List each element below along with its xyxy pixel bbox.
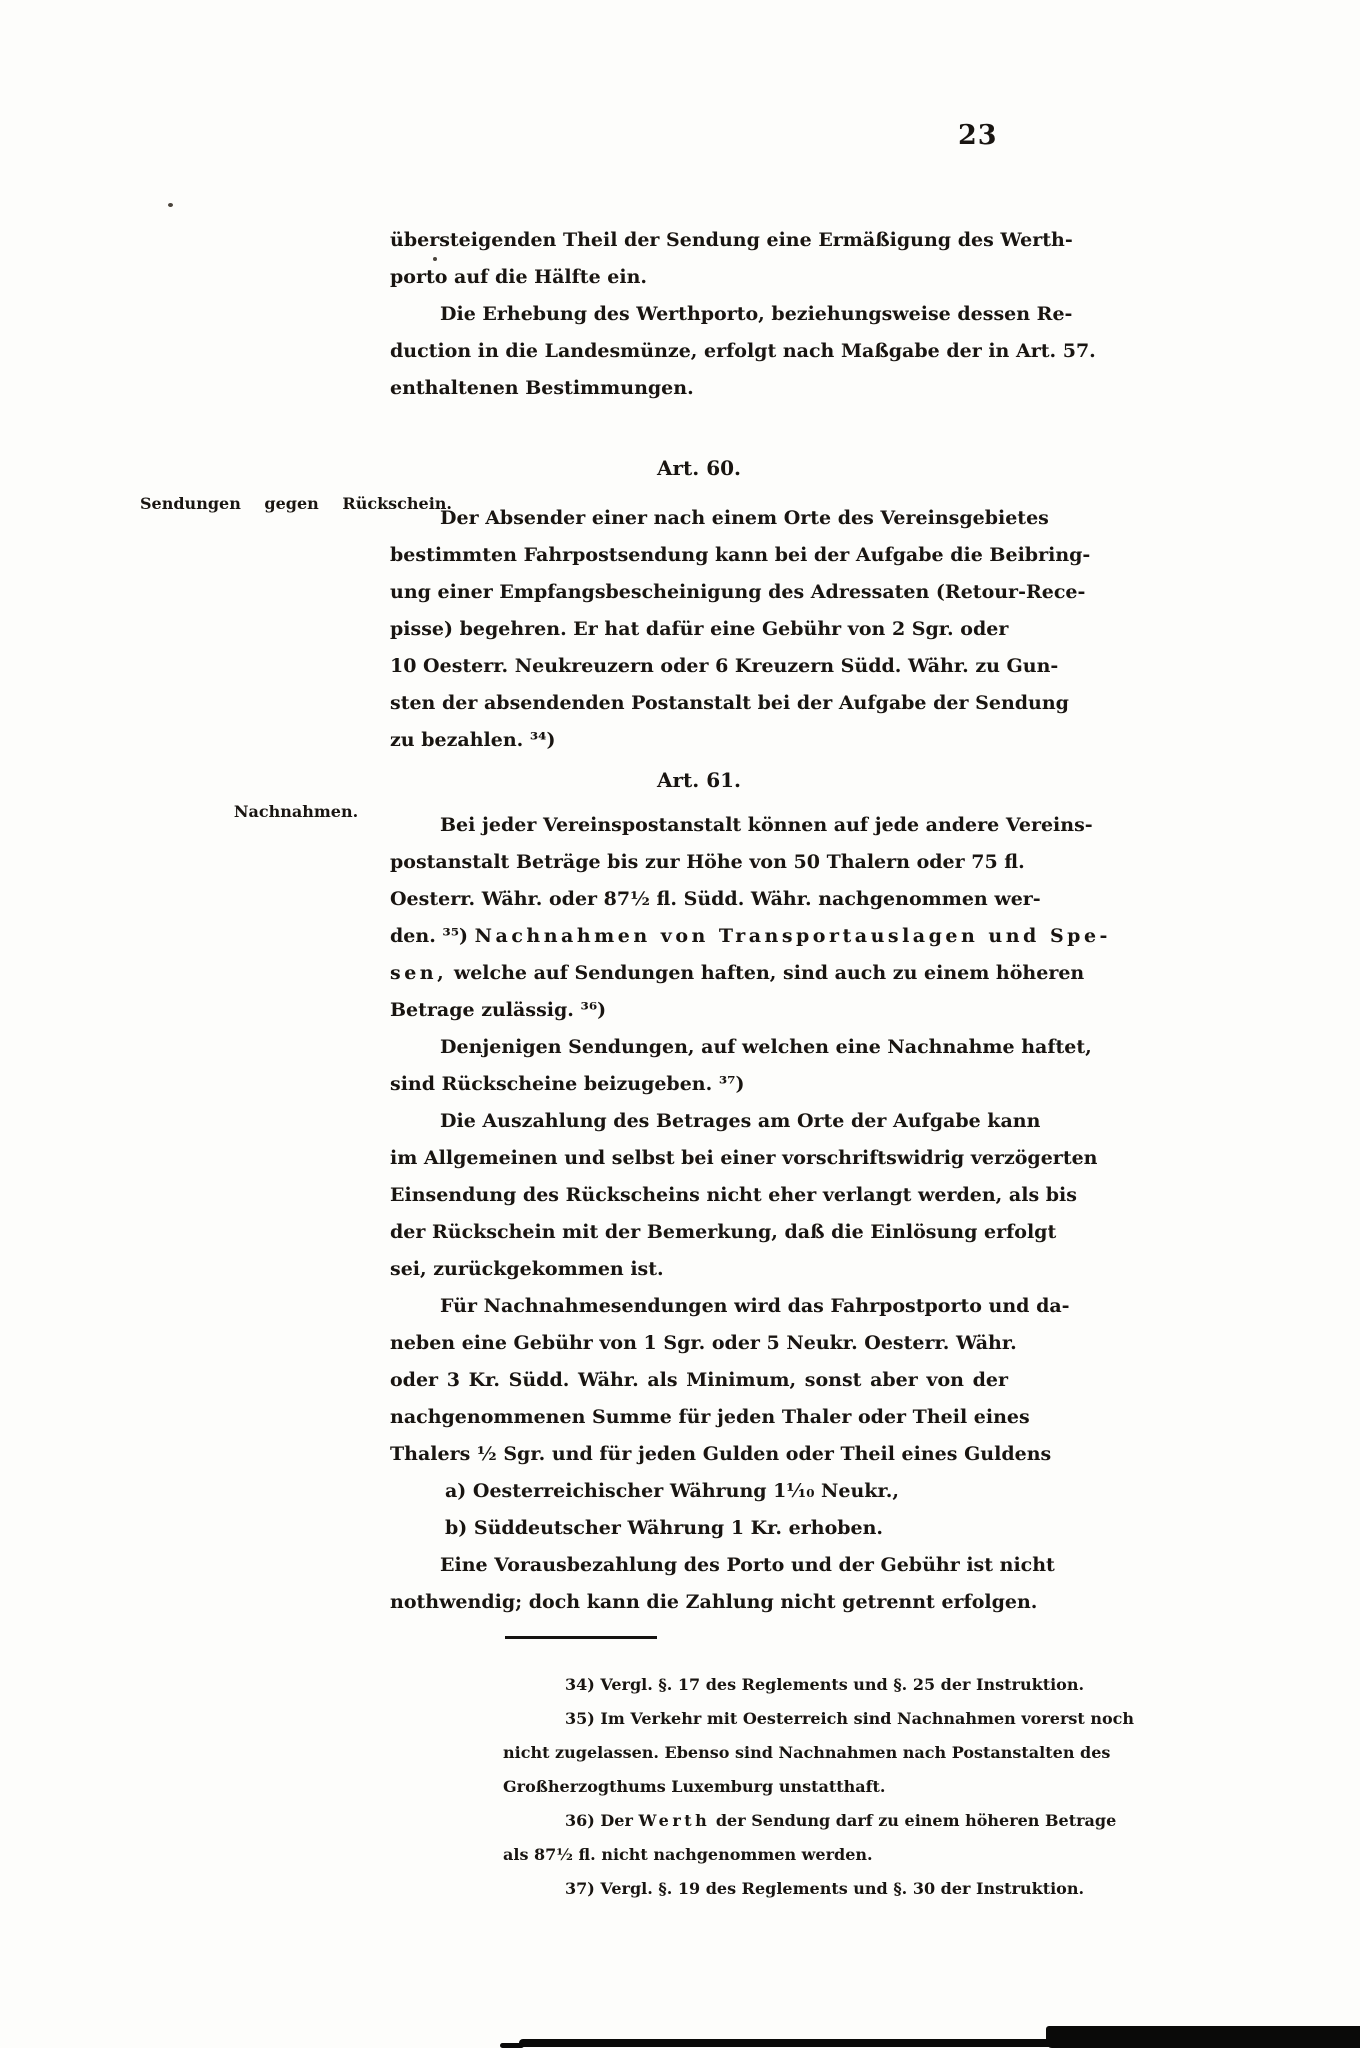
footnote-line: nicht zugelassen. Ebenso sind Nachnahmen nach Postanstalten des	[503, 1743, 1111, 1762]
body-line: Die Auszahlung des Betrages am Orte der Aufgabe kann	[440, 1110, 1041, 1132]
body-line: Für Nachnahmesendungen wird das Fahrpostporto und da-	[440, 1295, 1070, 1317]
body-line: neben eine Gebühr von 1 Sgr. oder 5 Neukr. Oesterr. Währ.	[390, 1332, 1017, 1354]
body-line: sten der absendenden Postanstalt bei der Aufgabe der Sendung	[390, 692, 1069, 714]
margin-note-nachnahmen: Nachnahmen.	[233, 802, 359, 821]
scan-speck	[168, 203, 173, 207]
body-line: Eine Vorausbezahlung des Porto und der Gebühr ist nicht	[440, 1554, 1055, 1576]
body-line-segment-spaced: Nachnahmen von Transportauslagen und Spe-	[474, 925, 1111, 947]
body-line-segment-spaced: sen,	[390, 962, 448, 984]
body-line: postanstalt Beträge bis zur Höhe von 50 Thalern oder 75 fl.	[390, 851, 1025, 873]
footnote-segment: der Sendung darf zu einem höheren Betrage	[710, 1811, 1117, 1830]
article-heading-60: Art. 60.	[656, 456, 741, 480]
footnote-line: Großherzogthums Luxemburg unstatthaft.	[503, 1777, 886, 1796]
body-line-segment: welche auf Sendungen haften, sind auch zu einem höheren	[447, 962, 1085, 984]
body-line: Bei jeder Vereinspostanstalt können auf jede andere Vereins-	[440, 814, 1093, 836]
body-line: nachgenommenen Summe für jeden Thaler oder Theil eines	[390, 1406, 1030, 1428]
list-item-b: b) Süddeutscher Währung 1 Kr. erhoben.	[445, 1517, 884, 1539]
footnote-line: 35) Im Verkehr mit Oesterreich sind Nachnahmen vorerst noch	[565, 1709, 1135, 1728]
footnote-line: als 87½ fl. nicht nachgenommen werden.	[503, 1845, 873, 1864]
page-number: 23	[958, 120, 998, 151]
body-line: 10 Oesterr. Neukreuzern oder 6 Kreuzern Südd. Währ. zu Gun-	[390, 655, 1059, 677]
body-line: porto auf die Hälfte ein.	[390, 266, 648, 288]
body-line: pisse) begehren. Er hat dafür eine Gebühr von 2 Sgr. oder	[390, 618, 1009, 640]
body-line: Thalers ½ Sgr. und für jeden Gulden oder Theil eines Guldens	[390, 1443, 1052, 1465]
body-line: Denjenigen Sendungen, auf welchen eine Nachnahme haftet,	[440, 1036, 1092, 1058]
body-line: übersteigenden Theil der Sendung eine Ermäßigung des Werth-	[390, 229, 1073, 251]
footnote-separator-rule	[505, 1636, 657, 1639]
margin-note-sendungen-gegen-rueckschein: Sendungen gegen Rückschein.	[140, 494, 452, 513]
body-line: oder 3 Kr. Südd. Währ. als Minimum, sonst aber von der	[390, 1369, 1008, 1391]
body-line: zu bezahlen. ³⁴)	[390, 729, 556, 751]
body-line: sei, zurückgekommen ist.	[390, 1258, 664, 1280]
scan-smudge	[519, 2039, 1119, 2047]
body-line	[390, 918, 1111, 955]
body-line: enthaltenen Bestimmungen.	[390, 377, 694, 399]
footnote-segment: 36) Der	[565, 1811, 639, 1830]
body-line: duction in die Landesmünze, erfolgt nach Maßgabe der in Art. 57.	[390, 340, 1096, 362]
body-line: Betrage zulässig. ³⁶)	[390, 999, 607, 1021]
footnote-line	[503, 1804, 1117, 1838]
body-line: der Rückschein mit der Bemerkung, daß die Einlösung erfolgt	[390, 1221, 1057, 1243]
body-line: Oesterr. Währ. oder 87½ fl. Südd. Währ. nachgenommen wer-	[390, 888, 1041, 910]
footnote-line: 34) Vergl. §. 17 des Reglements und §. 25 der Instruktion.	[565, 1675, 1085, 1694]
article-heading-61: Art. 61.	[656, 768, 741, 792]
footnote-segment-spaced: Werth	[638, 1811, 711, 1830]
body-line: im Allgemeinen und selbst bei einer vorschriftswidrig verzögerten	[390, 1147, 1098, 1169]
body-line: Einsendung des Rückscheins nicht eher verlangt werden, als bis	[390, 1184, 1077, 1206]
body-line	[390, 955, 1085, 992]
body-line: Die Erhebung des Werthporto, beziehungsweise dessen Re-	[440, 303, 1073, 325]
body-line: bestimmten Fahrpostsendung kann bei der Aufgabe die Beibring-	[390, 544, 1091, 566]
scan-smudge	[500, 2043, 524, 2048]
body-line: ung einer Empfangsbescheinigung des Adressaten (Retour-Rece-	[390, 581, 1086, 603]
body-line: sind Rückscheine beizugeben. ³⁷)	[390, 1073, 745, 1095]
body-line-segment: den. ³⁵)	[390, 925, 475, 947]
footnote-line: 37) Vergl. §. 19 des Reglements und §. 30 der Instruktion.	[565, 1879, 1085, 1898]
list-item-a: a) Oesterreichischer Währung 1⅒ Neukr.,	[445, 1480, 899, 1502]
scan-speck	[433, 257, 437, 261]
body-line: nothwendig; doch kann die Zahlung nicht getrennt erfolgen.	[390, 1591, 1038, 1613]
main-text-column	[390, 222, 1111, 1621]
scan-smudge	[1046, 2026, 1360, 2048]
body-line: Der Absender einer nach einem Orte des Vereinsgebietes	[440, 507, 1049, 529]
footnote-block	[503, 1668, 1135, 1906]
